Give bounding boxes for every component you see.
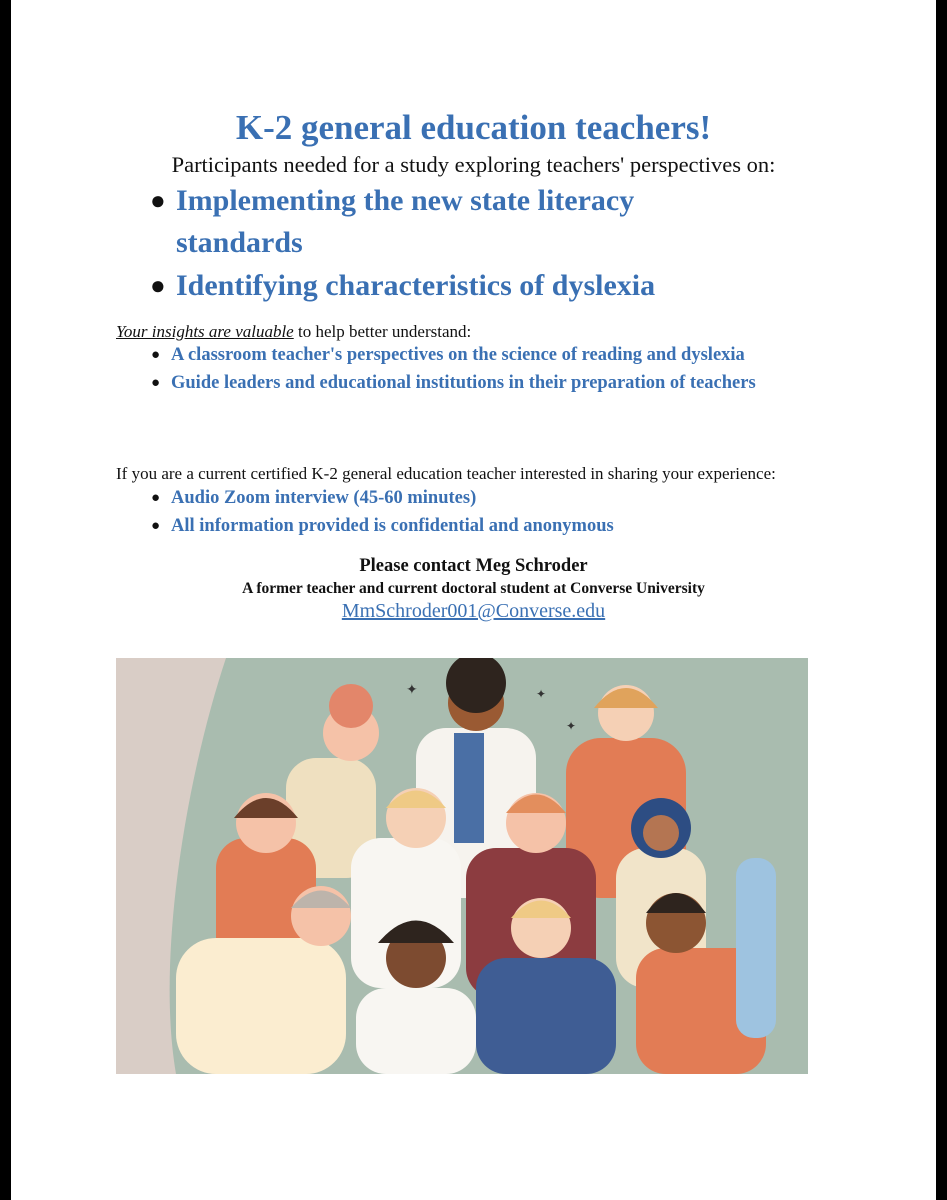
- sparkle-icon: ✦: [536, 687, 547, 701]
- bullet-icon: ●: [151, 517, 161, 534]
- eligibility-item: ● All information provided is confidential and anonymous: [151, 513, 811, 539]
- insight-item: ● A classroom teacher's perspectives on the science of reading and dyslexia: [151, 342, 811, 368]
- eligibility-text: If you are a current certified K-2 general education teacher interested in sharing your experience:: [116, 464, 776, 483]
- sparkle-icon: ✦: [406, 683, 418, 698]
- flyer-title: K-2 general education teachers!: [235, 108, 712, 147]
- flyer-page: [11, 0, 936, 1200]
- insights-intro: Your insights are valuable to help better understand:: [116, 322, 472, 341]
- contact-email-link[interactable]: MmSchroder001@Converse.edu: [341, 600, 606, 622]
- study-topic: ● Implementing the new state literacy standards: [146, 180, 766, 264]
- group-illustration: [116, 658, 808, 1074]
- bullet-icon: ●: [151, 490, 161, 506]
- right-border: [936, 0, 947, 1200]
- bullet-icon: ●: [150, 186, 166, 215]
- bullet-icon: ●: [151, 347, 161, 363]
- insights-list: [151, 342, 811, 397]
- eligibility-list: [151, 485, 811, 540]
- sparkle-icon: ✦: [566, 719, 577, 733]
- insight-item: ● Guide leaders and educational institutions in their preparation of teachers: [151, 370, 811, 396]
- study-topics-list: [146, 180, 766, 308]
- contact-description: A former teacher and current doctoral student at Converse University: [242, 580, 705, 597]
- bullet-icon: ●: [151, 374, 161, 391]
- bullet-icon: ●: [150, 271, 166, 300]
- contact-heading: Please contact Meg Schroder: [359, 556, 588, 576]
- insights-emphasis: Your insights are valuable: [116, 322, 294, 341]
- left-border: [0, 0, 11, 1200]
- flyer-subtitle: Participants needed for a study exploring teachers' perspectives on:: [171, 152, 776, 177]
- eligibility-item: ● Audio Zoom interview (45-60 minutes): [151, 485, 811, 511]
- study-topic: ● Identifying characteristics of dyslexia: [146, 265, 766, 307]
